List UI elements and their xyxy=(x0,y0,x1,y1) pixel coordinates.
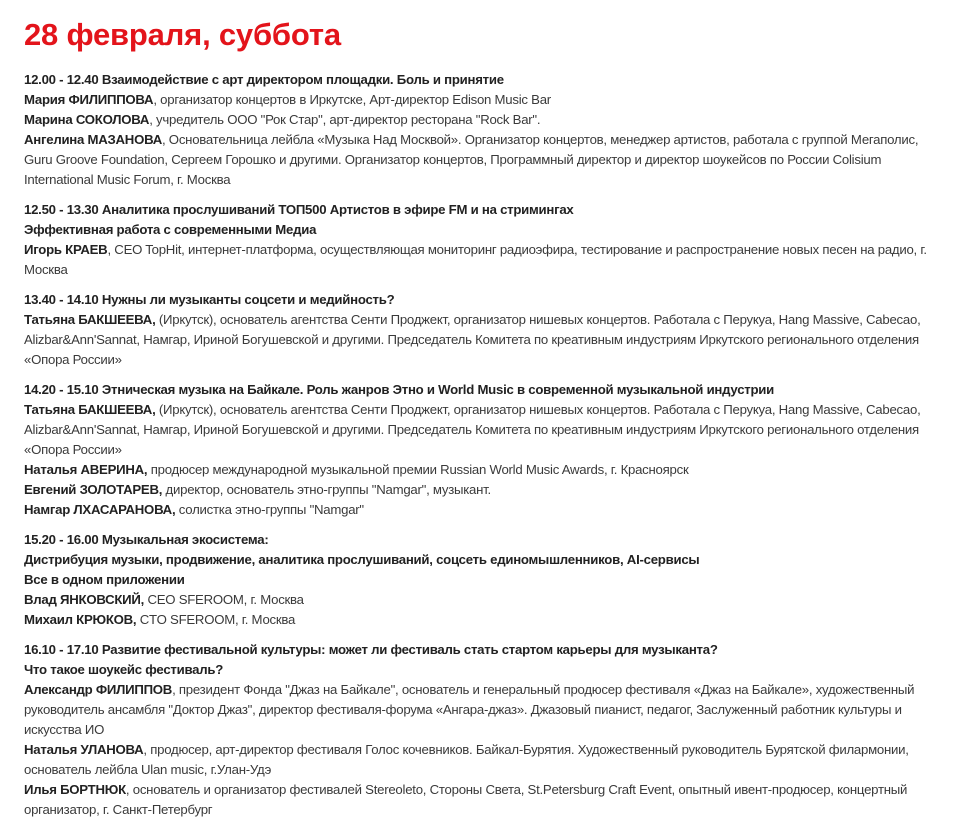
session-block xyxy=(24,530,946,630)
speaker-description: (Иркутск), основатель агентства Сенти Проджект, организатор нишевых концертов. Работала с Перукуа, Hang Massive, Cabecao, Alizbar&Ann'Sannat, Намгар, Ириной Богушевской и другими. Председатель Комитета по креативным индустриям Иркутского регионального отделения «Опора России» xyxy=(24,402,921,457)
speaker-entry xyxy=(24,110,946,130)
speaker-entry xyxy=(24,240,946,280)
session-subtitle: Эффективная работа с современными Медиа xyxy=(24,222,317,237)
speaker-name: Александр ФИЛИППОВ xyxy=(24,682,173,697)
session-subtitle: Что такое шоукейс фестиваль? xyxy=(24,662,224,677)
speaker-description: , основатель и организатор фестивалей Stereoleto, Стороны Света, St.Petersburg Craft Event, опытный ивент-продюсер, концертный организатор, г. Санкт-Петербург xyxy=(24,782,908,817)
speaker-entry xyxy=(24,740,946,780)
speaker-description: , Основательница лейбла «Музыка Над Москвой». Организатор концертов, менеджер артистов, работала с группой Мегаполис, Guru Groove Foundation, Сергеем Горошко и другими. Организатор концертов, Программный директор и директор шоукейсов по России Colisium International Music Forum, г. Москва xyxy=(24,132,919,187)
speaker-entry xyxy=(24,500,946,520)
speaker-name: Наталья АВЕРИНА, xyxy=(24,462,148,477)
speaker-description: , учредитель ООО "Рок Стар", арт-директор ресторана "Rock Bar". xyxy=(149,112,541,127)
speaker-name: Игорь КРАЕВ xyxy=(24,242,108,257)
speaker-name: Мария ФИЛИППОВА xyxy=(24,92,154,107)
speaker-name: Татьяна БАКШЕЕВА, xyxy=(24,402,156,417)
session-block xyxy=(24,200,946,280)
speaker-name: Марина СОКОЛОВА xyxy=(24,112,150,127)
speaker-description: , продюсер, арт-директор фестиваля Голос кочевников. Байкал-Бурятия. Художественный руководитель Бурятской филармонии, основатель лейбла Ulan music, г.Улан-Удэ xyxy=(24,742,909,777)
speaker-name: Намгар ЛХАСАРАНОВА, xyxy=(24,502,176,517)
speaker-name: Наталья УЛАНОВА xyxy=(24,742,144,757)
speaker-description: , президент Фонда "Джаз на Байкале", основатель и генеральный продюсер фестиваля «Джаз на Байкале», художественный руководитель ансамбля "Доктор Джаз", директор фестиваля-форума «Ангара-джаз». Джазовый пианист, педагог, Заслуженный работник культуры и искусства ИО xyxy=(24,682,915,737)
speaker-entry xyxy=(24,460,946,480)
session-block xyxy=(24,640,946,820)
speaker-entry xyxy=(24,590,946,610)
speaker-name: Татьяна БАКШЕЕВА, xyxy=(24,312,156,327)
session-subtitle: Все в одном приложении xyxy=(24,572,185,587)
session-title: 12.50 - 13.30 Аналитика прослушиваний ТОП500 Артистов в эфире FM и на стримингах xyxy=(24,202,574,217)
speaker-description: , организатор концертов в Иркутске, Арт-директор Edison Music Bar xyxy=(153,92,551,107)
speaker-name: Евгений ЗОЛОТАРЕВ, xyxy=(24,482,163,497)
speaker-entry xyxy=(24,610,946,630)
speaker-description: директор, основатель этно-группы "Namgar", музыкант. xyxy=(162,482,491,497)
session-subtitle: Дистрибуция музыки, продвижение, аналитика прослушиваний, соцсеть единомышленников, AI-сервисы xyxy=(24,552,700,567)
speaker-name: Илья БОРТНЮК xyxy=(24,782,126,797)
session-block xyxy=(24,380,946,520)
session-block xyxy=(24,290,946,370)
speaker-entry xyxy=(24,130,946,190)
speaker-description: продюсер международной музыкальной премии Russian World Music Awards, г. Красноярск xyxy=(147,462,689,477)
speaker-name: Михаил КРЮКОВ, xyxy=(24,612,137,627)
session-title: 14.20 - 15.10 Этническая музыка на Байкале. Роль жанров Этно и World Music в современной музыкальной индустрии xyxy=(24,382,775,397)
session-title: 15.20 - 16.00 Музыкальная экосистема: xyxy=(24,532,269,547)
speaker-entry xyxy=(24,780,946,820)
speaker-entry xyxy=(24,90,946,110)
session-title: 12.00 - 12.40 Взаимодействие с арт директором площадки. Боль и принятие xyxy=(24,72,504,87)
speaker-description: CEO SFEROOM, г. Москва xyxy=(144,592,304,607)
page-title: 28 февраля, суббота xyxy=(24,17,341,52)
speaker-entry xyxy=(24,310,946,370)
session-title: 16.10 - 17.10 Развитие фестивальной культуры: может ли фестиваль стать стартом карьеры для музыканта? xyxy=(24,642,718,657)
speaker-name: Влад ЯНКОВСКИЙ, xyxy=(24,592,145,607)
speaker-entry xyxy=(24,680,946,740)
speaker-name: Ангелина МАЗАНОВА xyxy=(24,132,162,147)
speaker-entry xyxy=(24,400,946,460)
session-block xyxy=(24,70,946,190)
session-title: 13.40 - 14.10 Нужны ли музыканты соцсети и медийность? xyxy=(24,292,395,307)
speaker-description: CTO SFEROOM, г. Москва xyxy=(136,612,296,627)
speaker-description: , CEO TopHit, интернет-платформа, осуществляющая мониторинг радиоэфира, тестирование и распространение новых песен на радио, г. Москва xyxy=(24,242,927,277)
speaker-description: (Иркутск), основатель агентства Сенти Проджект, организатор нишевых концертов. Работала с Перукуа, Hang Massive, Cabecao, Alizbar&Ann'Sannat, Намгар, Ириной Богушевской и другими. Председатель Комитета по креативным индустриям Иркутского регионального отделения «Опора России» xyxy=(24,312,921,367)
speaker-entry xyxy=(24,480,946,500)
speaker-description: солистка этно-группы "Namgar" xyxy=(175,502,364,517)
session-list xyxy=(24,70,946,820)
